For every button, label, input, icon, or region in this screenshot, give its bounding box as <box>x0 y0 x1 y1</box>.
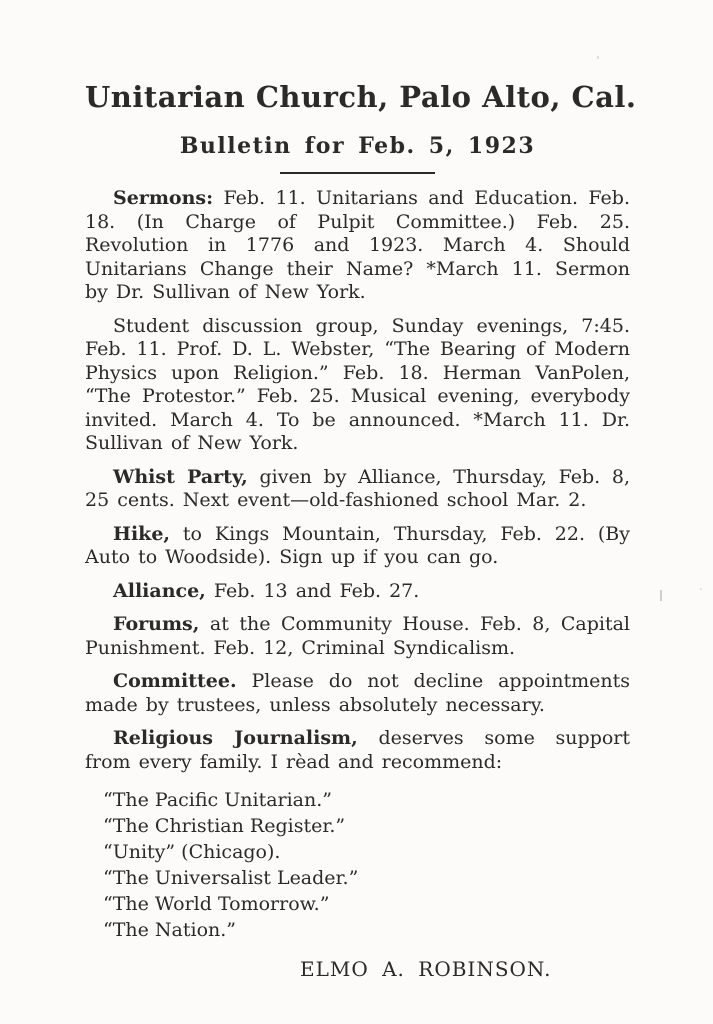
paragraph-whist-party-lead: Whist Party, <box>113 465 248 488</box>
paragraph-alliance <box>85 580 630 604</box>
paragraph-religious-journalism-lead: Religious Journalism, <box>113 727 358 749</box>
paragraph-whist-party-text: given by Alliance, Thursday, Feb. 8, 25 cents. Next event—old-fashioned school Mar. 2. <box>85 465 630 511</box>
paragraph-committee-lead: Committee. <box>113 670 237 692</box>
paragraph-whist-party <box>85 466 630 513</box>
title-divider <box>280 172 435 174</box>
scan-artifact <box>597 56 599 59</box>
paragraph-sermons <box>85 187 630 305</box>
paragraph-religious-journalism-text: deserves some support from every family. I rèad and recommend: <box>85 727 631 773</box>
paragraph-hike-text: to Kings Mountain, Thursday, Feb. 22. (By Auto to Woodside). Sign up if you can go. <box>85 522 630 568</box>
paragraph-sermons-lead: Sermons: <box>113 187 214 209</box>
scan-artifact <box>700 588 702 590</box>
paragraph-religious-journalism <box>85 727 630 774</box>
page-subtitle: Bulletin for Feb. 5, 1923 <box>179 133 536 159</box>
page-title: Unitarian Church, Palo Alto, Cal. <box>85 80 637 114</box>
publication-list <box>85 788 630 944</box>
publication-item: “The Nation.” <box>103 919 236 941</box>
scan-artifact <box>660 590 662 601</box>
paragraph-forums-text: at the Community House. Feb. 8, Capital Punishment. Feb. 12, Criminal Syndicalism. <box>85 613 630 659</box>
publication-item: “The Christian Register.” <box>103 815 346 837</box>
paragraph-alliance-lead: Alliance, <box>113 579 206 602</box>
publication-item: “The World Tomorrow.” <box>103 893 330 915</box>
paragraph-hike <box>85 523 630 570</box>
publication-item: “Unity” (Chicago). <box>103 841 281 863</box>
signature-line: ELMO A. ROBINSON. <box>300 956 552 981</box>
publication-item: “The Pacific Unitarian.” <box>103 789 333 811</box>
paragraph-student-group <box>85 315 630 456</box>
paragraph-forums-lead: Forums, <box>113 613 200 635</box>
paragraph-alliance-text: Feb. 13 and Feb. 27. <box>213 579 420 602</box>
paragraph-committee <box>85 670 630 717</box>
paragraph-sermons-text: Feb. 11. Unitarians and Education. Feb. 18. (In Charge of Pulpit Committee.) Feb. 25. Revolution in 1776 and 1923. March 4. Should Unitarians Change their Name? *March 11. Sermon by Dr. Sullivan of New York. <box>85 187 630 303</box>
paragraph-committee-text: Please do not decline appointments made by trustees, unless absolutely necessary. <box>85 670 631 716</box>
bulletin-body <box>85 187 630 981</box>
paragraph-student-group-text: Student discussion group, Sunday evenings, 7:45. Feb. 11. Prof. D. L. Webster, “The Bearing of Modern Physics upon Religion.” Feb. 18. Herman VanPolen, “The Protestor.” Feb. 25. Musical evening, everybody invited. March 4. To be announced. *March 11. Dr. Sullivan of New York. <box>85 314 630 454</box>
publication-item: “The Universalist Leader.” <box>103 867 359 889</box>
paragraph-forums <box>85 613 630 660</box>
paragraph-hike-lead: Hike, <box>113 522 171 545</box>
